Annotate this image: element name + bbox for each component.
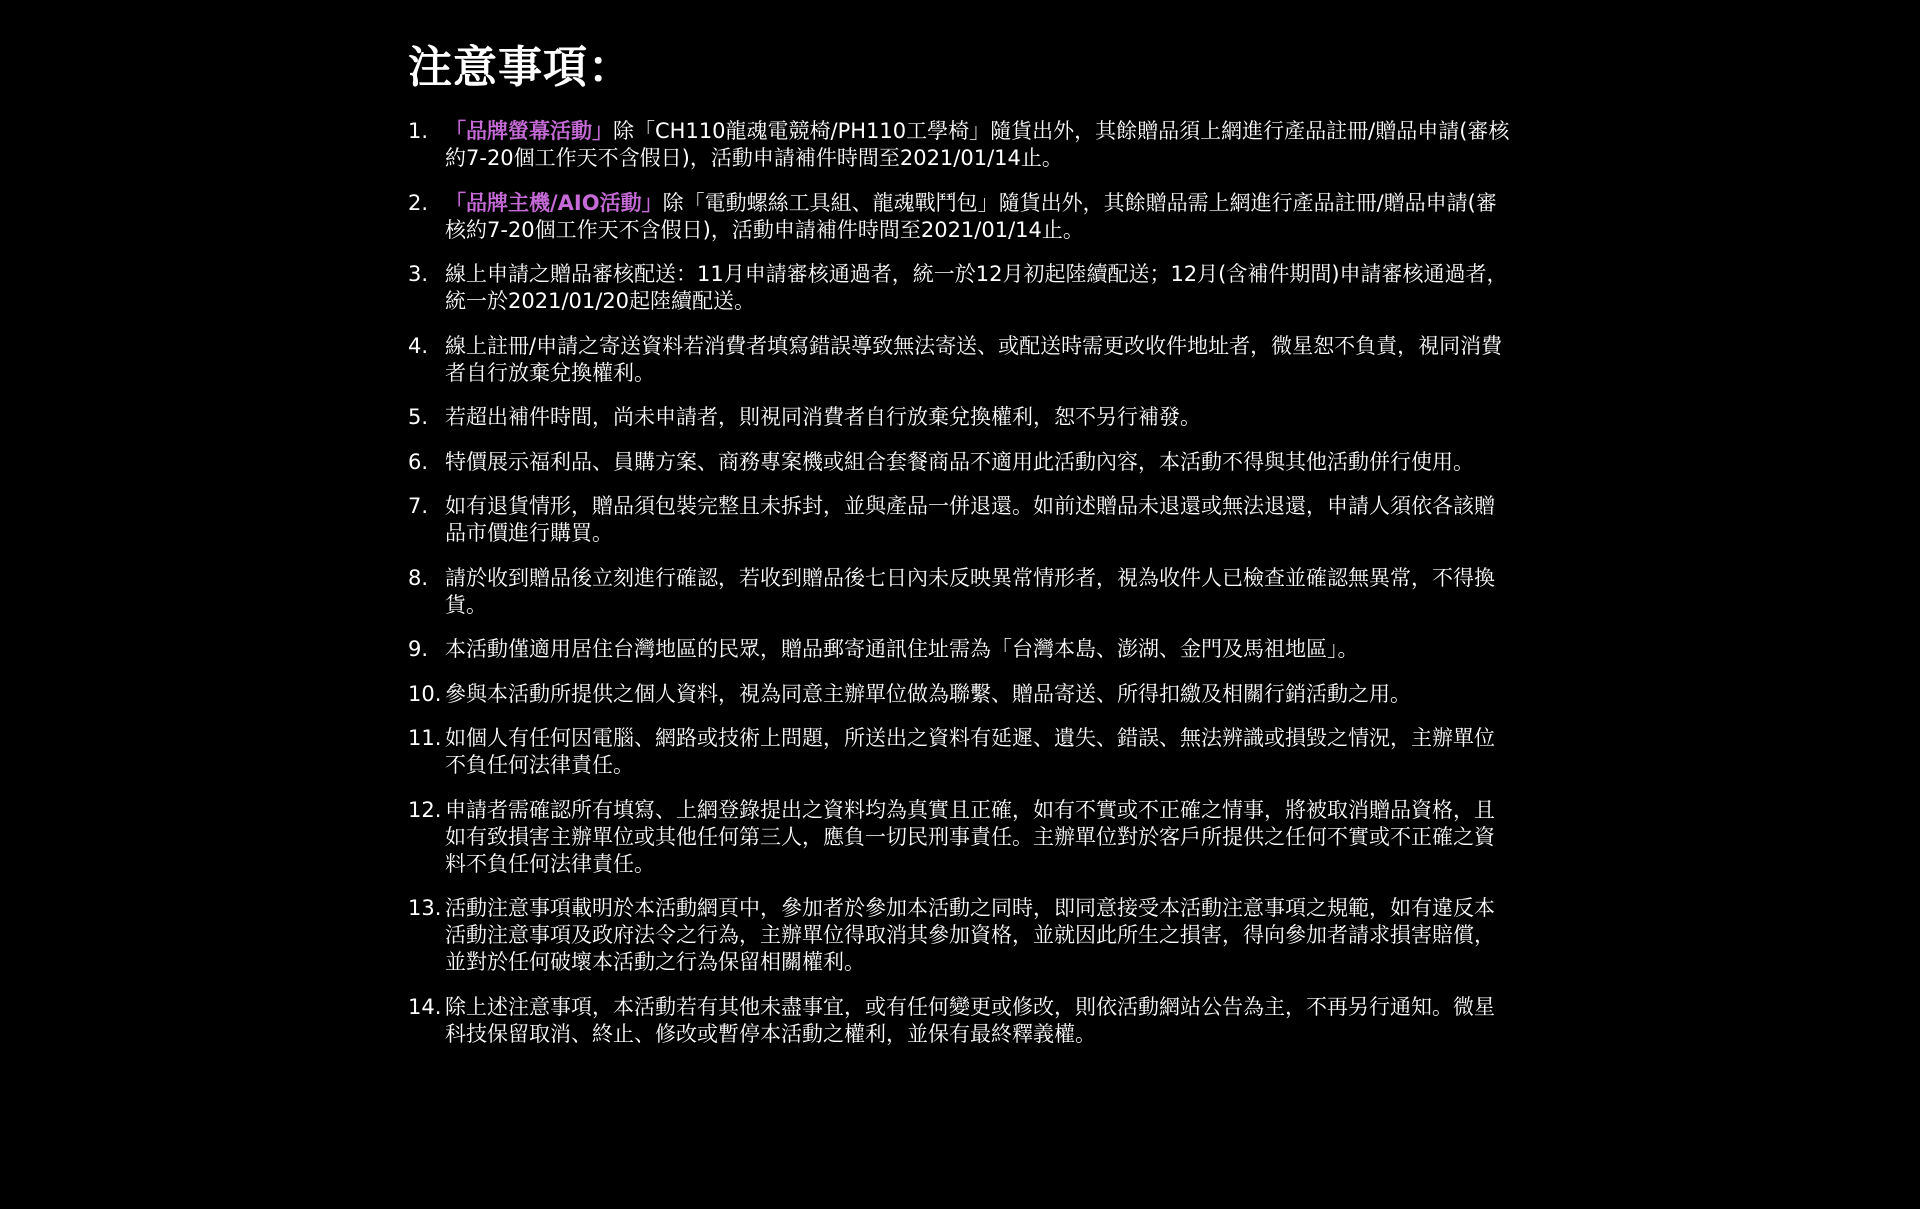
note-item <box>408 118 1512 172</box>
note-body <box>445 798 1495 876</box>
note-item <box>408 449 1512 476</box>
note-item <box>408 261 1512 315</box>
note-number: 2. <box>408 190 429 215</box>
note-item <box>408 636 1512 663</box>
note-text: 若超出補件時間，尚未申請者，則視同消費者自行放棄兌換權利，恕不另行補發。 <box>445 405 1201 429</box>
note-number: 7. <box>408 494 429 518</box>
note-text: 本活動僅適用居住台灣地區的民眾，贈品郵寄通訊住址需為「台灣本島、澎湖、金門及馬祖地區」。 <box>445 637 1359 661</box>
note-number: 6. <box>408 449 429 474</box>
page-title: 注意事項： <box>408 42 633 93</box>
note-item <box>408 994 1512 1048</box>
note-text: 線上註冊/申請之寄送資料若消費者填寫錯誤導致無法寄送、或配送時需更改收件地址者，微星恕不負責，視同消費者自行放棄兌換權利。 <box>445 333 1503 385</box>
note-text: 線上申請之贈品審核配送：11月申請審核通過者，統一於12月初起陸續配送；12月(含補件期間)申請審核通過者，統一於2021/01/20起陸續配送。 <box>445 262 1508 313</box>
note-number: 13. <box>408 896 442 920</box>
note-text: 參與本活動所提供之個人資料，視為同意主辦單位做為聯繫、贈品寄送、所得扣繳及相關行銷活動之用。 <box>445 681 1411 706</box>
note-body <box>445 334 1502 385</box>
note-item <box>408 725 1512 779</box>
note-text: 除上述注意事項，本活動若有其他未盡事宜，或有任何變更或修改，則依活動網站公告為主，不再另行通知。微星科技保留取消、終止、修改或暫停本活動之權利，並保有最終釋義權。 <box>445 994 1495 1046</box>
note-body <box>445 494 1495 545</box>
note-body <box>445 405 1201 429</box>
note-body <box>445 450 1474 474</box>
notes-list <box>408 118 1512 1048</box>
note-item <box>408 797 1512 878</box>
note-item <box>408 565 1512 619</box>
note-number: 12. <box>408 797 442 822</box>
note-number: 9. <box>408 637 429 661</box>
notes-section <box>408 40 1512 1065</box>
note-body <box>445 566 1495 617</box>
note-number: 1. <box>408 119 429 143</box>
note-item <box>408 895 1512 976</box>
note-text: 申請者需確認所有填寫、上網登錄提出之資料均為真實且正確，如有不實或不正確之情事，將被取消贈品資格，且如有致損害主辦單位或其他任何第三人，應負一切民刑事責任。主辦單位對於客戶所提供之任何不實或不正確之資料不負任何法律責任。 <box>445 797 1495 876</box>
note-item <box>408 681 1512 708</box>
note-text: 如個人有任何因電腦、網路或技術上問題，所送出之資料有延遲、遺失、錯誤、無法辨識或損毀之情況，主辦單位不負任何法律責任。 <box>445 726 1495 777</box>
note-number: 14. <box>408 994 442 1019</box>
note-number: 4. <box>408 333 429 358</box>
note-text: 除「CH110龍魂電競椅/PH110工學椅」隨貨出外，其餘贈品須上網進行產品註冊/贈品申請(審核約7-20個工作天不含假日)，活動申請補件時間至2021/01/14止。 <box>445 119 1510 170</box>
note-text: 如有退貨情形，贈品須包裝完整且未拆封，並與產品一併退還。如前述贈品未退還或無法退還，申請人須依各該贈品市價進行購買。 <box>445 494 1495 545</box>
note-item <box>408 190 1512 244</box>
note-body <box>445 682 1411 706</box>
note-body <box>445 191 1497 242</box>
note-number: 5. <box>408 405 429 429</box>
note-highlight: 「品牌主機/AIO活動」 <box>445 190 663 215</box>
note-highlight: 「品牌螢幕活動」 <box>445 119 613 143</box>
note-body <box>445 726 1495 777</box>
note-number: 3. <box>408 262 429 286</box>
note-body <box>445 637 1359 661</box>
note-text: 除「電動螺絲工具組、龍魂戰鬥包」隨貨出外，其餘贈品需上網進行產品註冊/贈品申請(審核約7-20個工作天不含假日)，活動申請補件時間至2021/01/14止。 <box>445 190 1497 242</box>
note-number: 8. <box>408 565 429 590</box>
note-text: 活動注意事項載明於本活動網頁中，參加者於參加本活動之同時，即同意接受本活動注意事項之規範，如有違反本活動注意事項及政府法令之行為，主辦單位得取消其參加資格，並就因此所生之損害，得向參加者請求損害賠償，並對於任何破壞本活動之行為保留相關權利。 <box>445 896 1495 974</box>
note-item <box>408 493 1512 547</box>
note-item <box>408 404 1512 431</box>
note-body <box>445 262 1508 313</box>
note-body <box>445 119 1509 170</box>
note-text: 請於收到贈品後立刻進行確認，若收到贈品後七日內未反映異常情形者，視為收件人已檢查並確認無異常，不得換貨。 <box>445 565 1495 617</box>
note-body <box>445 896 1495 974</box>
note-number: 11. <box>408 726 442 750</box>
note-text: 特價展示福利品、員購方案、商務專案機或組合套餐商品不適用此活動內容，本活動不得與其他活動併行使用。 <box>445 449 1474 474</box>
note-body <box>445 995 1495 1046</box>
note-number: 10. <box>408 681 442 706</box>
note-item <box>408 333 1512 387</box>
